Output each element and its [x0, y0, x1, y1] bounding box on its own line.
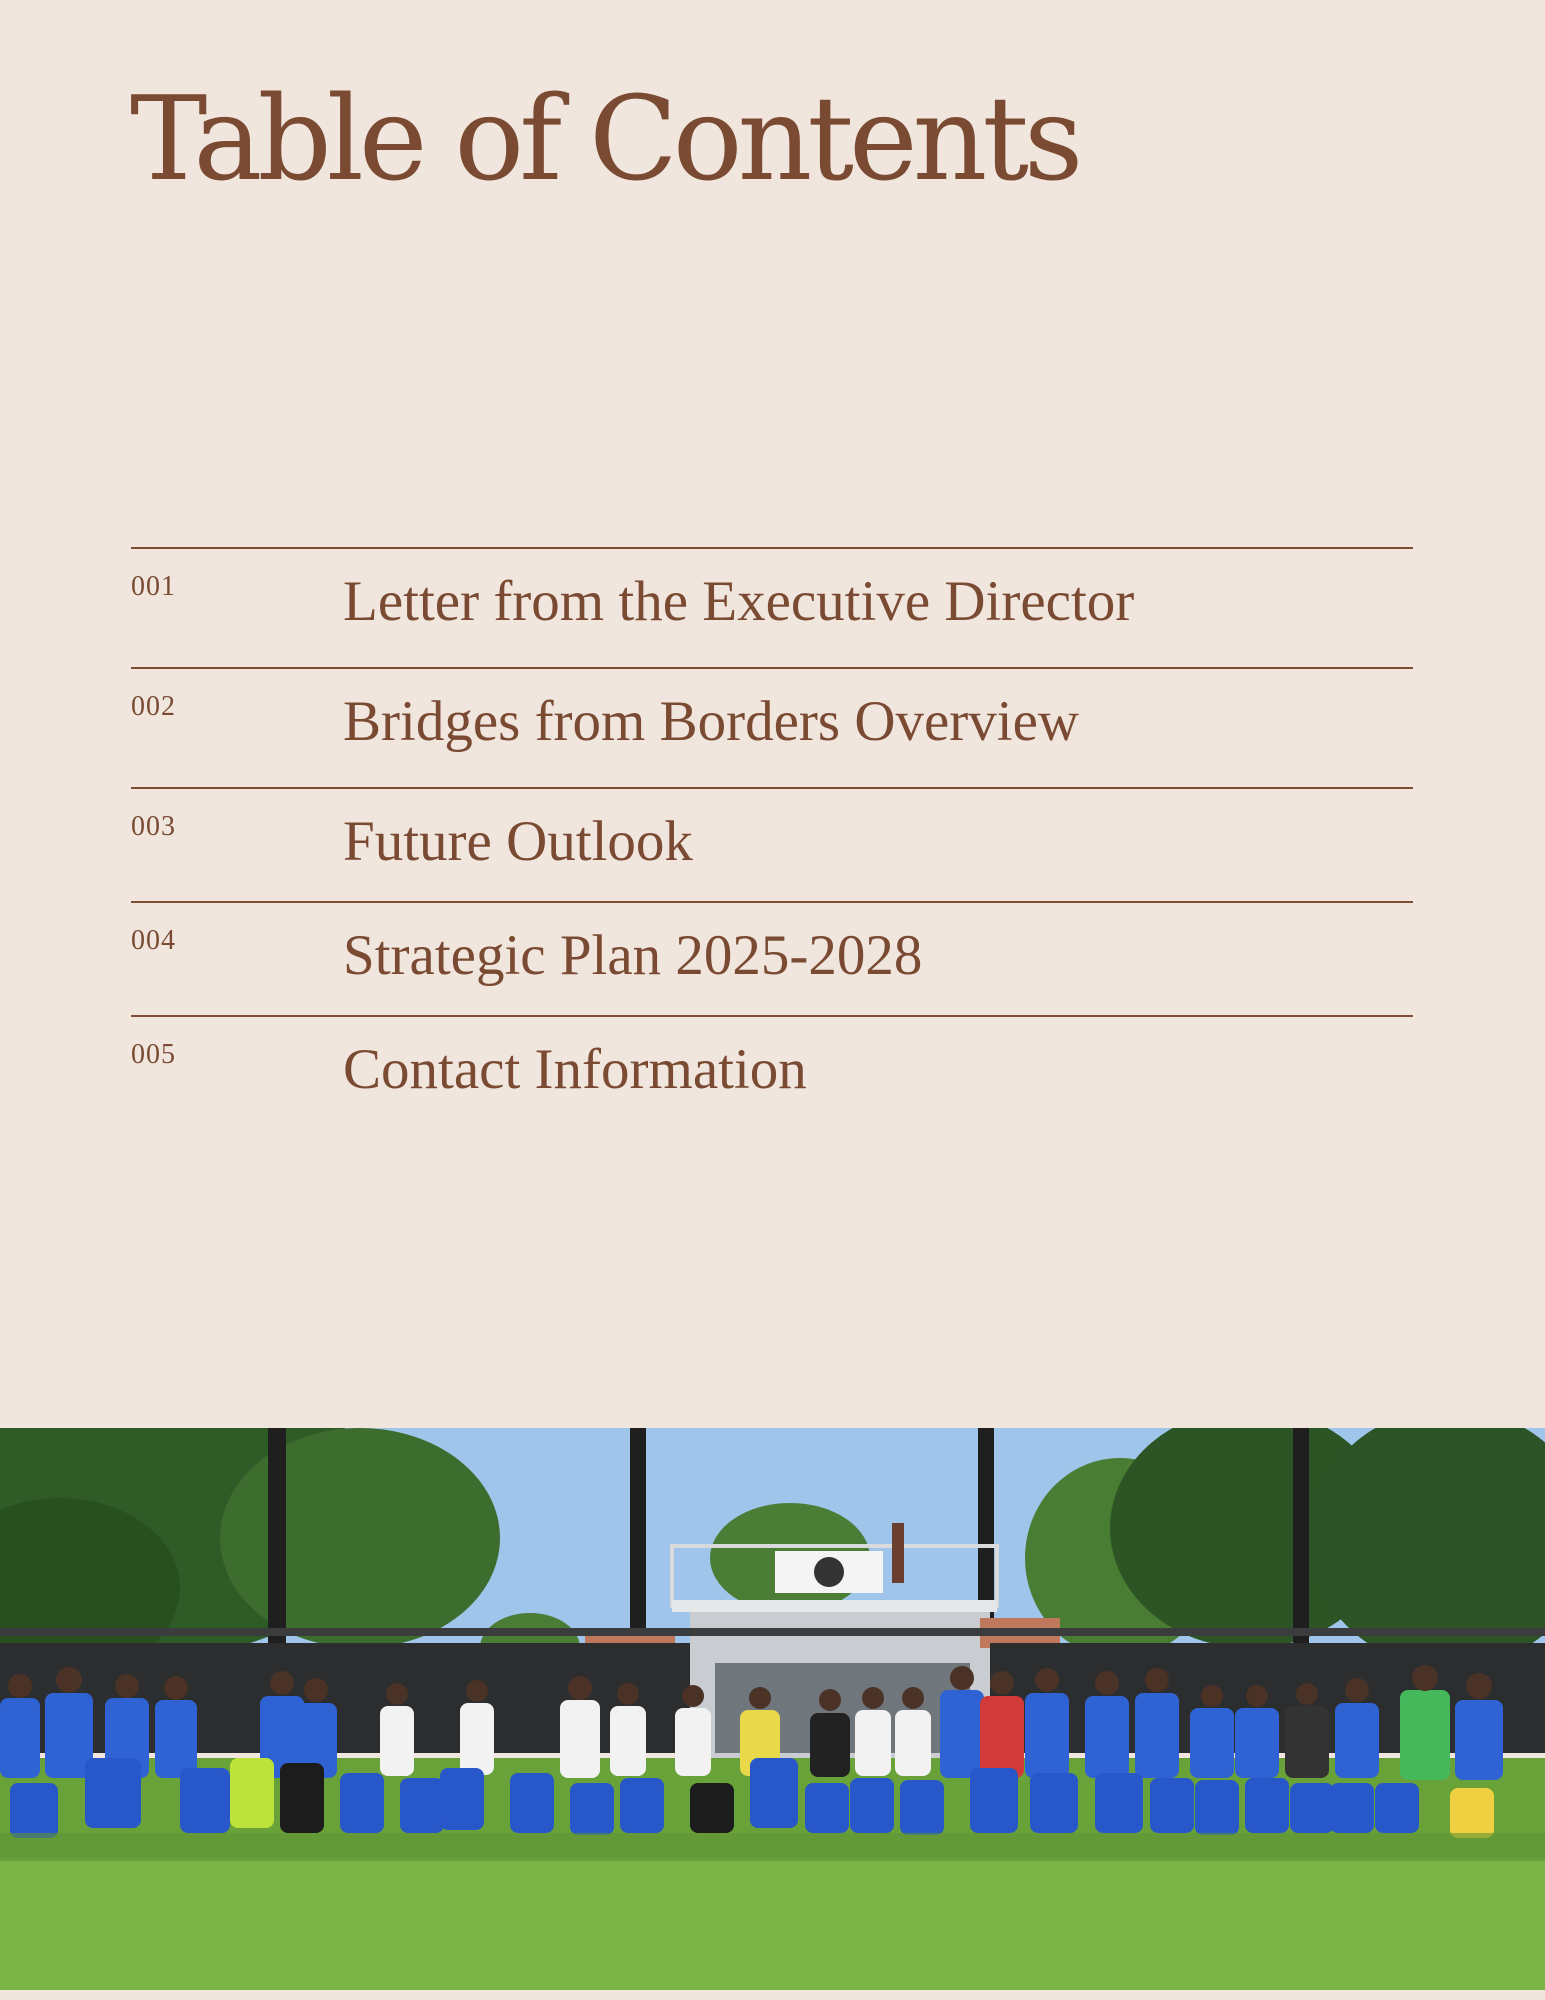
toc-item-label: Letter from the Executive Director [343, 570, 1135, 633]
toc-item-future-outlook[interactable] [131, 787, 1413, 901]
toc-item-label: Future Outlook [343, 810, 693, 873]
toc-item-strategic-plan[interactable] [131, 901, 1413, 1015]
page-title: Table of Contents [130, 72, 1079, 207]
team-group-photo [0, 1428, 1545, 1990]
toc-item-contact[interactable] [131, 1015, 1413, 1129]
toc-item-label: Strategic Plan 2025-2028 [343, 924, 923, 987]
toc-item-number: 004 [131, 925, 176, 956]
toc-item-label: Bridges from Borders Overview [343, 690, 1080, 753]
toc-item-letter[interactable] [131, 547, 1413, 667]
toc-item-number: 005 [131, 1039, 176, 1070]
page-bottom-margin [0, 1990, 1545, 2000]
toc-item-number: 002 [131, 691, 176, 722]
table-of-contents [131, 547, 1413, 1129]
toc-item-overview[interactable] [131, 667, 1413, 787]
toc-item-number: 001 [131, 571, 176, 602]
toc-item-number: 003 [131, 811, 176, 842]
toc-item-label: Contact Information [343, 1038, 807, 1101]
